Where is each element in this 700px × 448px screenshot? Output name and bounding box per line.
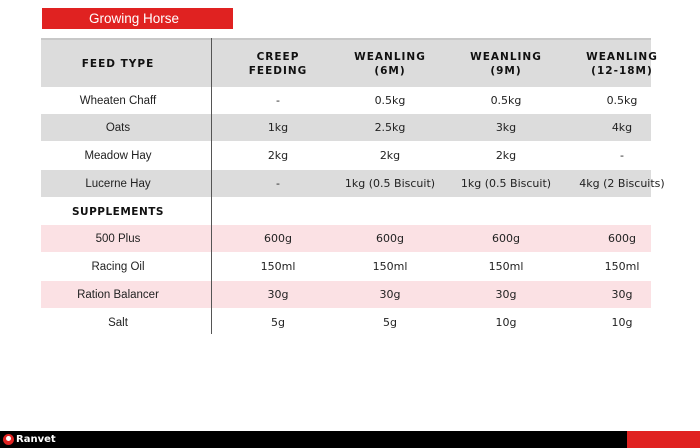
amount-cell: 0.5kg [490,94,522,107]
feed-name: 500 Plus [95,232,141,245]
ranvet-logo [3,433,56,446]
amount-cell: - [620,149,624,162]
amount-cell: 150ml [604,260,640,273]
feed-name: Salt [108,316,128,329]
supplements-heading: SUPPLEMENTS [72,205,164,218]
header-cell: FEED TYPE [81,57,155,70]
amount-cell: 2.5kg [374,121,406,134]
amount-cell: - [276,94,280,107]
header-cell: CREEP FEEDING [248,50,308,77]
amount-cell: 4kg [611,121,633,134]
amount-cell: 600g [376,232,404,245]
amount-cell: 4kg (2 Biscuits) [579,177,665,190]
table-row [41,114,651,141]
table-row [41,170,665,197]
amount-cell: 150ml [260,260,296,273]
amount-cell: 30g [611,288,633,301]
supplements-section-row [41,198,651,225]
logo-text: Ranvet [16,434,56,445]
amount-cell: 1kg [267,121,289,134]
table-row [41,253,651,280]
amount-cell: 2kg [495,149,517,162]
amount-cell: 1kg (0.5 Biscuit) [344,177,436,190]
amount-cell: 600g [264,232,292,245]
feed-name: Ration Balancer [77,288,159,301]
feed-name: Meadow Hay [84,149,152,162]
table-row [41,281,651,308]
feed-name: Racing Oil [91,260,145,273]
header-cell: WEANLING (6M) [354,50,426,77]
amount-cell: 150ml [488,260,524,273]
table-row [41,225,651,252]
footer-accent [627,431,700,448]
table-header [41,38,658,87]
amount-cell: 3kg [495,121,517,134]
table-row [41,87,651,114]
column-divider [211,38,212,334]
amount-cell: 10g [495,316,517,329]
header-cell: WEANLING (9M) [470,50,542,77]
feed-name: Oats [105,121,131,134]
horse-head-icon [3,434,14,445]
amount-cell: 30g [379,288,401,301]
amount-cell: 1kg (0.5 Biscuit) [460,177,552,190]
feed-table [41,38,665,337]
feed-name: Lucerne Hay [85,177,151,190]
amount-cell: - [276,177,280,190]
amount-cell: 0.5kg [374,94,406,107]
page-title: Growing Horse [42,8,233,29]
amount-cell: 10g [611,316,633,329]
amount-cell: 30g [267,288,289,301]
amount-cell: 0.5kg [606,94,638,107]
table-row [41,309,651,336]
header-cell: WEANLING (12-18M) [586,50,658,77]
footer-bar [0,431,700,448]
amount-cell: 600g [608,232,636,245]
table-body [41,87,665,337]
amount-cell: 2kg [267,149,289,162]
table-row [41,142,651,169]
amount-cell: 2kg [379,149,401,162]
amount-cell: 150ml [372,260,408,273]
amount-cell: 5g [271,316,285,329]
amount-cell: 600g [492,232,520,245]
amount-cell: 30g [495,288,517,301]
amount-cell: 5g [383,316,397,329]
feed-name: Wheaten Chaff [79,94,157,107]
